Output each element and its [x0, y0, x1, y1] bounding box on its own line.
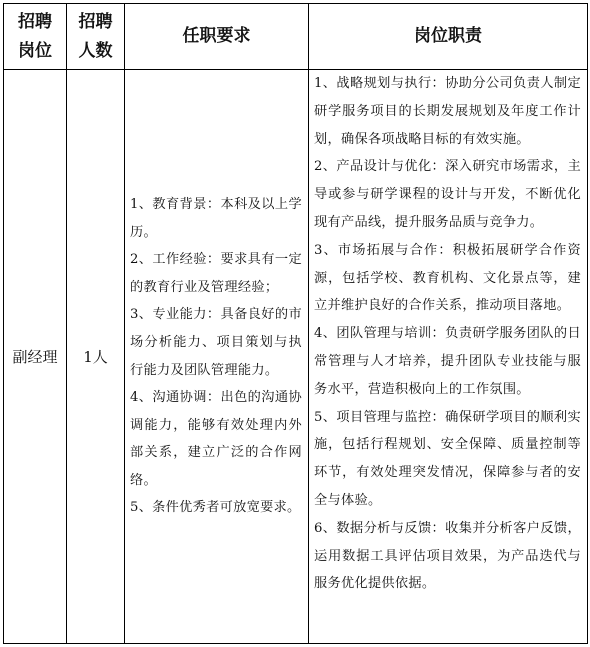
header-requirements: 任职要求 — [125, 4, 309, 70]
data-row — [4, 70, 588, 644]
header-position-line1: 招聘 — [18, 11, 52, 32]
duty-item: 1、战略规划与执行：协助分公司负责人制定研学服务项目的长期发展规划及年度工作计划，确保各项战略目标的有效实施。 — [314, 76, 581, 147]
header-duties: 岗位职责 — [309, 4, 588, 70]
duty-item: 3、市场拓展与合作：积极拓展研学合作资源，包括学校、教育机构、文化景点等，建立并维护良好的合作关系，推动项目落地。 — [314, 242, 581, 314]
requirement-item: 5、条件优秀者可放宽要求。 — [130, 500, 301, 516]
duty-item: 5、项目管理与监控：确保研学项目的顺利实施，包括行程规划、安全保障、质量控制等环节，有效处理突发情况，保障参与者的安全与体验。 — [314, 409, 581, 508]
requirement-item: 2、工作经验：要求具有一定的教育行业及管理经验； — [130, 252, 302, 295]
requirements-cell — [125, 70, 309, 644]
header-position — [4, 4, 67, 70]
position-cell: 副经理 — [4, 70, 67, 644]
duty-item: 4、团队管理与培训：负责研学服务团队的日常管理与人才培养，提升团队专业技能与服务水平，营造积极向上的工作氛围。 — [314, 326, 581, 397]
header-count-line2: 人数 — [78, 40, 113, 61]
duty-item: 6、数据分析与反馈：收集并分析客户反馈，运用数据工具评估项目效果，为产品迭代与服务优化提供依据。 — [314, 520, 581, 592]
requirement-item: 3、专业能力：具备良好的市场分析能力、项目策划与执行能力及团队管理能力。 — [130, 307, 302, 378]
header-count-line1: 招聘 — [78, 11, 113, 32]
count-cell: 1人 — [67, 70, 125, 644]
header-row — [4, 4, 588, 70]
requirement-item: 1、教育背景：本科及以上学历。 — [130, 196, 302, 240]
header-position-line2: 岗位 — [18, 40, 52, 61]
requirement-item: 4、沟通协调：出色的沟通协调能力，能够有效处理内外部关系，建立广泛的合作网络。 — [130, 390, 302, 488]
header-count — [67, 4, 125, 70]
duties-cell — [309, 70, 588, 644]
job-table — [3, 3, 588, 644]
duty-item: 2、产品设计与优化：深入研究市场需求，主导或参与研学课程的设计与开发，不断优化现有产品线，提升服务品质与竞争力。 — [314, 159, 581, 230]
